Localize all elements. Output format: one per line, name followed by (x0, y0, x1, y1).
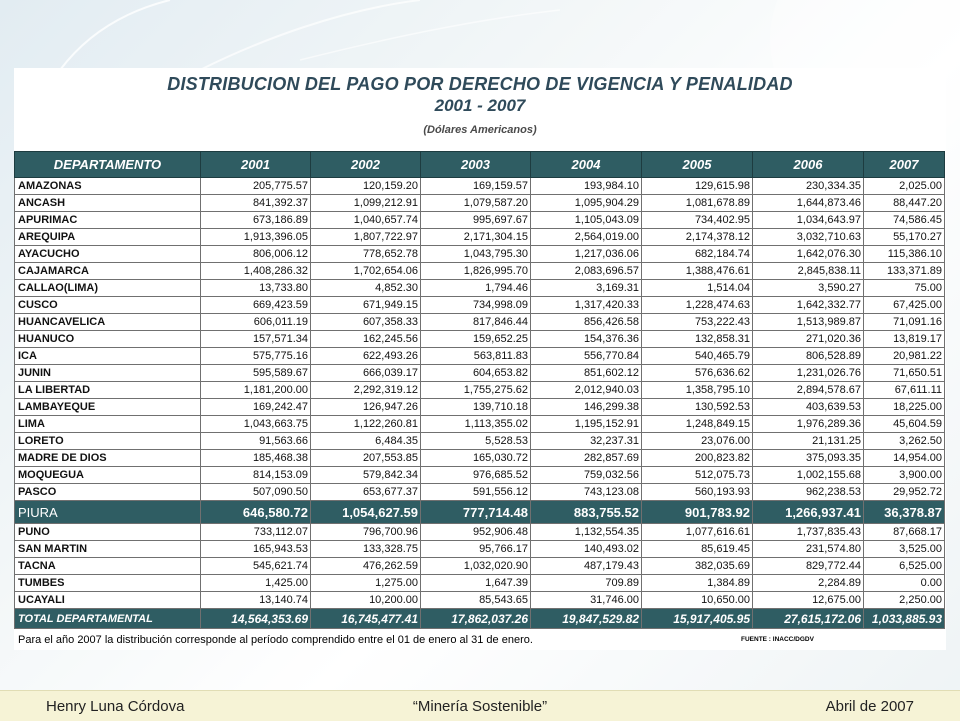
value-cell: 32,237.31 (531, 433, 642, 450)
footer-bar (0, 690, 960, 721)
value-cell: 575,775.16 (201, 348, 311, 365)
total-value-cell: 14,564,353.69 (201, 609, 311, 629)
value-cell: 512,075.73 (642, 467, 753, 484)
value-cell: 126,947.26 (311, 399, 421, 416)
value-cell: 1,702,654.06 (311, 263, 421, 280)
value-cell: 1,231,026.76 (753, 365, 864, 382)
value-cell: 74,586.45 (864, 212, 945, 229)
value-cell: 200,823.82 (642, 450, 753, 467)
header-year: 2001 (201, 152, 311, 178)
value-cell: 1,317,420.33 (531, 297, 642, 314)
value-cell: 5,528.53 (421, 433, 531, 450)
value-cell: 2,845,838.11 (753, 263, 864, 280)
table-row (15, 246, 945, 263)
value-cell: 1,514.04 (642, 280, 753, 297)
value-cell: 154,376.36 (531, 331, 642, 348)
value-cell: 271,020.36 (753, 331, 864, 348)
value-cell: 673,186.89 (201, 212, 311, 229)
table-body (15, 178, 945, 629)
value-cell: 759,032.56 (531, 467, 642, 484)
header-year: 2002 (311, 152, 421, 178)
value-cell: 841,392.37 (201, 195, 311, 212)
value-cell: 1,388,476.61 (642, 263, 753, 280)
value-cell: 67,611.11 (864, 382, 945, 399)
value-cell: 545,621.74 (201, 558, 311, 575)
value-cell: 403,639.53 (753, 399, 864, 416)
value-cell: 2,564,019.00 (531, 229, 642, 246)
value-cell: 806,528.89 (753, 348, 864, 365)
value-cell: 709.89 (531, 575, 642, 592)
value-cell: 382,035.69 (642, 558, 753, 575)
value-cell: 1,228,474.63 (642, 297, 753, 314)
value-cell: 1,384.89 (642, 575, 753, 592)
value-cell: 2,174,378.12 (642, 229, 753, 246)
value-cell: 476,262.59 (311, 558, 421, 575)
value-cell: 31,746.00 (531, 592, 642, 609)
value-cell: 1,737,835.43 (753, 524, 864, 541)
value-cell: 507,090.50 (201, 484, 311, 501)
department-cell: APURIMAC (15, 212, 201, 229)
department-cell: PASCO (15, 484, 201, 501)
department-cell: AREQUIPA (15, 229, 201, 246)
value-cell: 962,238.53 (753, 484, 864, 501)
table-row (15, 558, 945, 575)
department-cell: JUNIN (15, 365, 201, 382)
value-cell: 1,642,332.77 (753, 297, 864, 314)
value-cell: 1,266,937.41 (753, 501, 864, 524)
value-cell: 6,484.35 (311, 433, 421, 450)
header-year: 2003 (421, 152, 531, 178)
table-row (15, 331, 945, 348)
value-cell: 88,447.20 (864, 195, 945, 212)
value-cell: 806,006.12 (201, 246, 311, 263)
value-cell: 556,770.84 (531, 348, 642, 365)
value-cell: 666,039.17 (311, 365, 421, 382)
value-cell: 162,245.56 (311, 331, 421, 348)
value-cell: 13,819.17 (864, 331, 945, 348)
value-cell: 1,913,396.05 (201, 229, 311, 246)
value-cell: 1,755,275.62 (421, 382, 531, 399)
value-cell: 1,095,904.29 (531, 195, 642, 212)
value-cell: 120,159.20 (311, 178, 421, 195)
department-cell: HUANCAVELICA (15, 314, 201, 331)
value-cell: 777,714.48 (421, 501, 531, 524)
header-departamento: DEPARTAMENTO (15, 152, 201, 178)
value-cell: 901,783.92 (642, 501, 753, 524)
header-year: 2006 (753, 152, 864, 178)
value-cell: 604,653.82 (421, 365, 531, 382)
value-cell: 1,358,795.10 (642, 382, 753, 399)
department-cell: ICA (15, 348, 201, 365)
total-label-cell: TOTAL DEPARTAMENTAL (15, 609, 201, 629)
total-value-cell: 27,615,172.06 (753, 609, 864, 629)
value-cell: 563,811.83 (421, 348, 531, 365)
value-cell: 2,171,304.15 (421, 229, 531, 246)
value-cell: 23,076.00 (642, 433, 753, 450)
footer-motto: “Minería Sostenible” (412, 698, 548, 715)
value-cell: 1,034,643.97 (753, 212, 864, 229)
value-cell: 743,123.08 (531, 484, 642, 501)
total-row (15, 609, 945, 629)
value-cell: 75.00 (864, 280, 945, 297)
table-header-row (15, 152, 945, 178)
value-cell: 753,222.43 (642, 314, 753, 331)
value-cell: 1,807,722.97 (311, 229, 421, 246)
value-cell: 976,685.52 (421, 467, 531, 484)
value-cell: 2,025.00 (864, 178, 945, 195)
value-cell: 1,425.00 (201, 575, 311, 592)
value-cell: 2,250.00 (864, 592, 945, 609)
page-subtitle: 2001 - 2007 (434, 96, 526, 115)
value-cell: 1,248,849.15 (642, 416, 753, 433)
value-cell: 1,002,155.68 (753, 467, 864, 484)
value-cell: 205,775.57 (201, 178, 311, 195)
value-cell: 87,668.17 (864, 524, 945, 541)
value-cell: 576,636.62 (642, 365, 753, 382)
value-cell: 159,652.25 (421, 331, 531, 348)
total-value-cell: 1,033,885.93 (864, 609, 945, 629)
value-cell: 1,644,873.46 (753, 195, 864, 212)
value-cell: 1,642,076.30 (753, 246, 864, 263)
table-row (15, 450, 945, 467)
value-cell: 67,425.00 (864, 297, 945, 314)
department-cell: CUSCO (15, 297, 201, 314)
value-cell: 669,423.59 (201, 297, 311, 314)
value-cell: 13,733.80 (201, 280, 311, 297)
value-cell: 45,604.59 (864, 416, 945, 433)
table-row (15, 297, 945, 314)
table-row (15, 229, 945, 246)
value-cell: 71,650.51 (864, 365, 945, 382)
value-cell: 3,169.31 (531, 280, 642, 297)
value-cell: 1,513,989.87 (753, 314, 864, 331)
total-value-cell: 17,862,037.26 (421, 609, 531, 629)
value-cell: 595,589.67 (201, 365, 311, 382)
value-cell: 146,299.38 (531, 399, 642, 416)
value-cell: 375,093.35 (753, 450, 864, 467)
value-cell: 12,675.00 (753, 592, 864, 609)
value-cell: 3,590.27 (753, 280, 864, 297)
value-cell: 165,943.53 (201, 541, 311, 558)
value-cell: 817,846.44 (421, 314, 531, 331)
value-cell: 185,468.38 (201, 450, 311, 467)
value-cell: 133,371.89 (864, 263, 945, 280)
value-cell: 733,112.07 (201, 524, 311, 541)
department-cell: CAJAMARCA (15, 263, 201, 280)
value-cell: 55,170.27 (864, 229, 945, 246)
value-cell: 18,225.00 (864, 399, 945, 416)
value-cell: 10,650.00 (642, 592, 753, 609)
value-cell: 3,262.50 (864, 433, 945, 450)
value-cell: 1,195,152.91 (531, 416, 642, 433)
table-row (15, 541, 945, 558)
distribution-table (14, 151, 945, 629)
value-cell: 14,954.00 (864, 450, 945, 467)
total-value-cell: 19,847,529.82 (531, 609, 642, 629)
value-cell: 2,292,319.12 (311, 382, 421, 399)
value-cell: 4,852.30 (311, 280, 421, 297)
source-label: FUENTE : INACC/DGDV (741, 636, 814, 643)
value-cell: 829,772.44 (753, 558, 864, 575)
department-cell: UCAYALI (15, 592, 201, 609)
value-cell: 193,984.10 (531, 178, 642, 195)
value-cell: 140,493.02 (531, 541, 642, 558)
value-cell: 95,766.17 (421, 541, 531, 558)
table-row (15, 382, 945, 399)
value-cell: 29,952.72 (864, 484, 945, 501)
value-cell: 995,697.67 (421, 212, 531, 229)
table-row (15, 467, 945, 484)
department-cell: TACNA (15, 558, 201, 575)
table-row (15, 416, 945, 433)
value-cell: 2,284.89 (753, 575, 864, 592)
value-cell: 3,525.00 (864, 541, 945, 558)
value-cell: 1,647.39 (421, 575, 531, 592)
value-cell: 85,543.65 (421, 592, 531, 609)
value-cell: 646,580.72 (201, 501, 311, 524)
value-cell: 622,493.26 (311, 348, 421, 365)
value-cell: 3,032,710.63 (753, 229, 864, 246)
department-cell: PUNO (15, 524, 201, 541)
value-cell: 952,906.48 (421, 524, 531, 541)
value-cell: 856,426.58 (531, 314, 642, 331)
value-cell: 1,105,043.09 (531, 212, 642, 229)
value-cell: 1,113,355.02 (421, 416, 531, 433)
value-cell: 591,556.12 (421, 484, 531, 501)
value-cell: 1,032,020.90 (421, 558, 531, 575)
value-cell: 682,184.74 (642, 246, 753, 263)
value-cell: 883,755.52 (531, 501, 642, 524)
unit-label: (Dólares Americanos) (423, 124, 537, 136)
value-cell: 36,378.87 (864, 501, 945, 524)
value-cell: 6,525.00 (864, 558, 945, 575)
value-cell: 85,619.45 (642, 541, 753, 558)
footer-author: Henry Luna Córdova (46, 698, 185, 715)
department-cell: PIURA (15, 501, 201, 524)
department-cell: TUMBES (15, 575, 201, 592)
value-cell: 231,574.80 (753, 541, 864, 558)
header-year: 2005 (642, 152, 753, 178)
value-cell: 540,465.79 (642, 348, 753, 365)
department-cell: HUANUCO (15, 331, 201, 348)
header-year: 2004 (531, 152, 642, 178)
department-cell: SAN MARTIN (15, 541, 201, 558)
value-cell: 1,275.00 (311, 575, 421, 592)
table-row (15, 314, 945, 331)
table-row (15, 178, 945, 195)
department-cell: CALLAO(LIMA) (15, 280, 201, 297)
value-cell: 814,153.09 (201, 467, 311, 484)
value-cell: 606,011.19 (201, 314, 311, 331)
value-cell: 560,193.93 (642, 484, 753, 501)
header-year: 2007 (864, 152, 945, 178)
value-cell: 1,077,616.61 (642, 524, 753, 541)
department-cell: MADRE DE DIOS (15, 450, 201, 467)
table-row (15, 484, 945, 501)
page-title: DISTRIBUCION DEL PAGO POR DERECHO DE VIGENCIA Y PENALIDAD (167, 74, 793, 94)
value-cell: 1,122,260.81 (311, 416, 421, 433)
value-cell: 139,710.18 (421, 399, 531, 416)
value-cell: 1,043,795.30 (421, 246, 531, 263)
value-cell: 1,181,200.00 (201, 382, 311, 399)
value-cell: 282,857.69 (531, 450, 642, 467)
value-cell: 796,700.96 (311, 524, 421, 541)
value-cell: 0.00 (864, 575, 945, 592)
value-cell: 21,131.25 (753, 433, 864, 450)
footnote: Para el año 2007 la distribución corresponde al período comprendido entre el 01 de enero al 31 de enero. (18, 634, 533, 646)
value-cell: 1,826,995.70 (421, 263, 531, 280)
value-cell: 3,900.00 (864, 467, 945, 484)
value-cell: 1,217,036.06 (531, 246, 642, 263)
value-cell: 1,794.46 (421, 280, 531, 297)
value-cell: 10,200.00 (311, 592, 421, 609)
value-cell: 20,981.22 (864, 348, 945, 365)
value-cell: 1,079,587.20 (421, 195, 531, 212)
value-cell: 1,132,554.35 (531, 524, 642, 541)
value-cell: 169,159.57 (421, 178, 531, 195)
total-value-cell: 15,917,405.95 (642, 609, 753, 629)
value-cell: 2,083,696.57 (531, 263, 642, 280)
value-cell: 1,054,627.59 (311, 501, 421, 524)
value-cell: 130,592.53 (642, 399, 753, 416)
value-cell: 115,386.10 (864, 246, 945, 263)
value-cell: 1,081,678.89 (642, 195, 753, 212)
value-cell: 734,998.09 (421, 297, 531, 314)
table-row (15, 433, 945, 450)
value-cell: 91,563.66 (201, 433, 311, 450)
department-cell: LORETO (15, 433, 201, 450)
table-row (15, 348, 945, 365)
table-row (15, 365, 945, 382)
department-cell: ANCASH (15, 195, 201, 212)
department-cell: AMAZONAS (15, 178, 201, 195)
value-cell: 579,842.34 (311, 467, 421, 484)
table-row (15, 575, 945, 592)
value-cell: 1,043,663.75 (201, 416, 311, 433)
table-row (15, 399, 945, 416)
table-row (15, 263, 945, 280)
value-cell: 778,652.78 (311, 246, 421, 263)
department-cell: MOQUEGUA (15, 467, 201, 484)
value-cell: 169,242.47 (201, 399, 311, 416)
value-cell: 1,099,212.91 (311, 195, 421, 212)
department-cell: LA LIBERTAD (15, 382, 201, 399)
footer-date: Abril de 2007 (825, 698, 914, 715)
table-row (15, 592, 945, 609)
value-cell: 165,030.72 (421, 450, 531, 467)
table-row (15, 501, 945, 524)
value-cell: 671,949.15 (311, 297, 421, 314)
value-cell: 1,408,286.32 (201, 263, 311, 280)
table-row (15, 195, 945, 212)
value-cell: 607,358.33 (311, 314, 421, 331)
value-cell: 1,040,657.74 (311, 212, 421, 229)
department-cell: LAMBAYEQUE (15, 399, 201, 416)
total-value-cell: 16,745,477.41 (311, 609, 421, 629)
table-row (15, 280, 945, 297)
value-cell: 851,602.12 (531, 365, 642, 382)
value-cell: 487,179.43 (531, 558, 642, 575)
value-cell: 129,615.98 (642, 178, 753, 195)
value-cell: 207,553.85 (311, 450, 421, 467)
value-cell: 230,334.35 (753, 178, 864, 195)
table-row (15, 524, 945, 541)
value-cell: 653,677.37 (311, 484, 421, 501)
value-cell: 1,976,289.36 (753, 416, 864, 433)
value-cell: 13,140.74 (201, 592, 311, 609)
value-cell: 2,894,578.67 (753, 382, 864, 399)
value-cell: 71,091.16 (864, 314, 945, 331)
table-row (15, 212, 945, 229)
department-cell: LIMA (15, 416, 201, 433)
value-cell: 157,571.34 (201, 331, 311, 348)
value-cell: 2,012,940.03 (531, 382, 642, 399)
value-cell: 132,858.31 (642, 331, 753, 348)
value-cell: 734,402.95 (642, 212, 753, 229)
value-cell: 133,328.75 (311, 541, 421, 558)
department-cell: AYACUCHO (15, 246, 201, 263)
